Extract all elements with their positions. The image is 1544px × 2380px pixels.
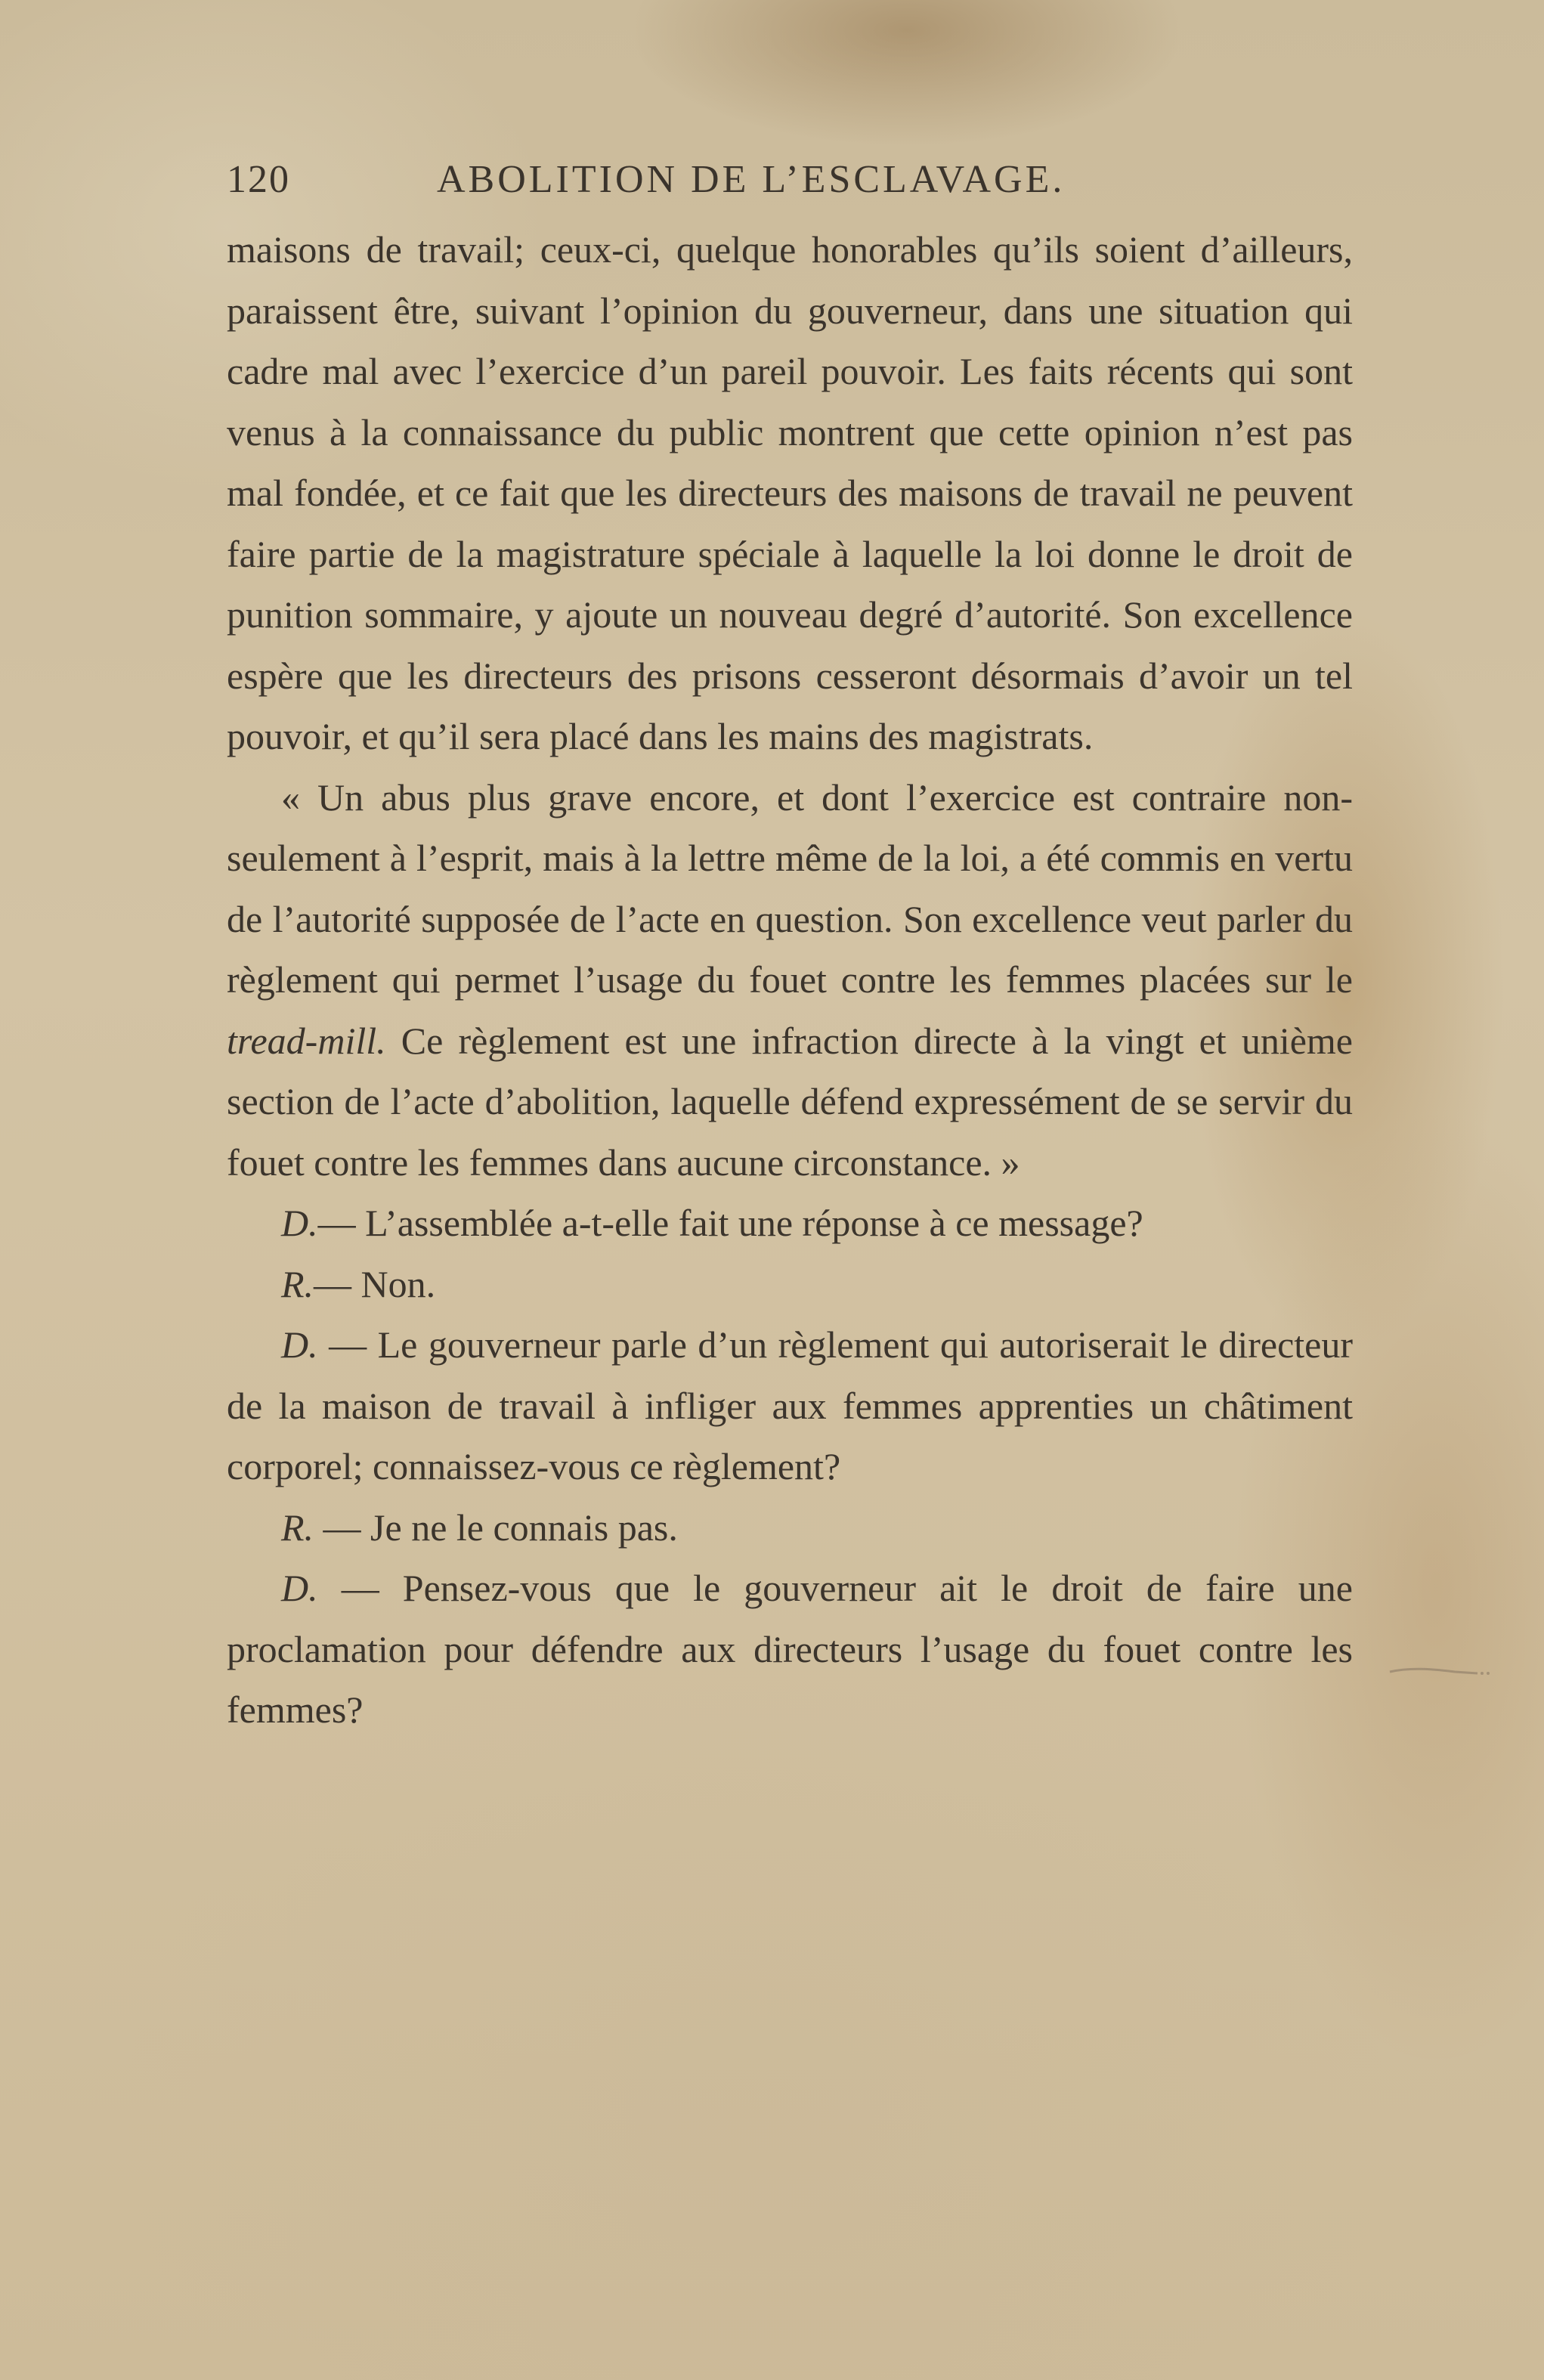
page-number: 120 <box>227 158 290 201</box>
question-3 <box>227 1558 1353 1741</box>
paragraph-quote-end: Ce règlement est une infraction directe à la vingt et unième section de l’acte d’abolition, laquelle défend expressément de se servir du fouet contre les femmes dans aucune circonstance. » <box>227 1019 1353 1184</box>
running-title: ABOLITION DE L’ESCLAVAGE. <box>437 158 1066 201</box>
question-1 <box>227 1193 1353 1254</box>
question-text: — Le gouverneur parle d’un règlement qui autoriserait le directeur de la maison de travail à infliger aux femmes apprenties un châtiment corporel; connaissez-vous ce règlement? <box>227 1323 1353 1487</box>
speaker-label: R. <box>281 1262 314 1305</box>
answer-text: — Non. <box>314 1262 436 1305</box>
paragraph-quote <box>227 767 1353 1193</box>
question-text: — L’assemblée a-t-elle fait une réponse à ce message? <box>317 1202 1143 1244</box>
italic-term: tread-mill. <box>227 1019 386 1062</box>
paragraph-continued: maisons de travail; ceux-ci, quelque honorables qu’ils soient d’ailleurs, paraissent être, suivant l’opinion du gouverneur, dans une situation qui cadre mal avec l’exercice d’un pareil pouvoir. Les faits récents qui sont venus à la connaissance du public montrent que cette opinion n’est pas mal fondée, et ce fait que les directeurs des maisons de travail ne peuvent faire partie de la magistrature spéciale à laquelle la loi donne le droit de punition sommaire, y ajoute un nouveau degré d’autorité. Son excellence espère que les directeurs des prisons cesseront désormais d’avoir un tel pouvoir, et qu’il sera placé dans les mains des magistrats. <box>227 228 1353 757</box>
answer-2 <box>227 1497 1353 1558</box>
body-text <box>227 219 1353 1741</box>
question-2 <box>227 1314 1353 1497</box>
speaker-label: D. <box>281 1323 318 1366</box>
speaker-label: R. <box>281 1506 314 1549</box>
running-head <box>227 156 1134 204</box>
speaker-label: D. <box>281 1202 318 1244</box>
question-text: — Pensez-vous que le gouverneur ait le droit de faire une proclamation pour défendre aux directeurs l’usage du fouet contre les femmes? <box>227 1567 1353 1731</box>
answer-text: — Je ne le connais pas. <box>323 1506 678 1549</box>
speaker-label: D. <box>281 1567 318 1609</box>
paragraph-quote-start: « Un abus plus grave encore, et dont l’exercice est contraire non-seulement à l’esprit, mais à la lettre même de la loi, a été commis en vertu de l’autorité supposée de l’acte en question. Son excellence veut parler du règlement qui permet l’usage du fouet contre les femmes placées sur le <box>227 775 1353 1001</box>
margin-pencil-mark <box>1387 1655 1493 1685</box>
answer-1 <box>227 1254 1353 1315</box>
